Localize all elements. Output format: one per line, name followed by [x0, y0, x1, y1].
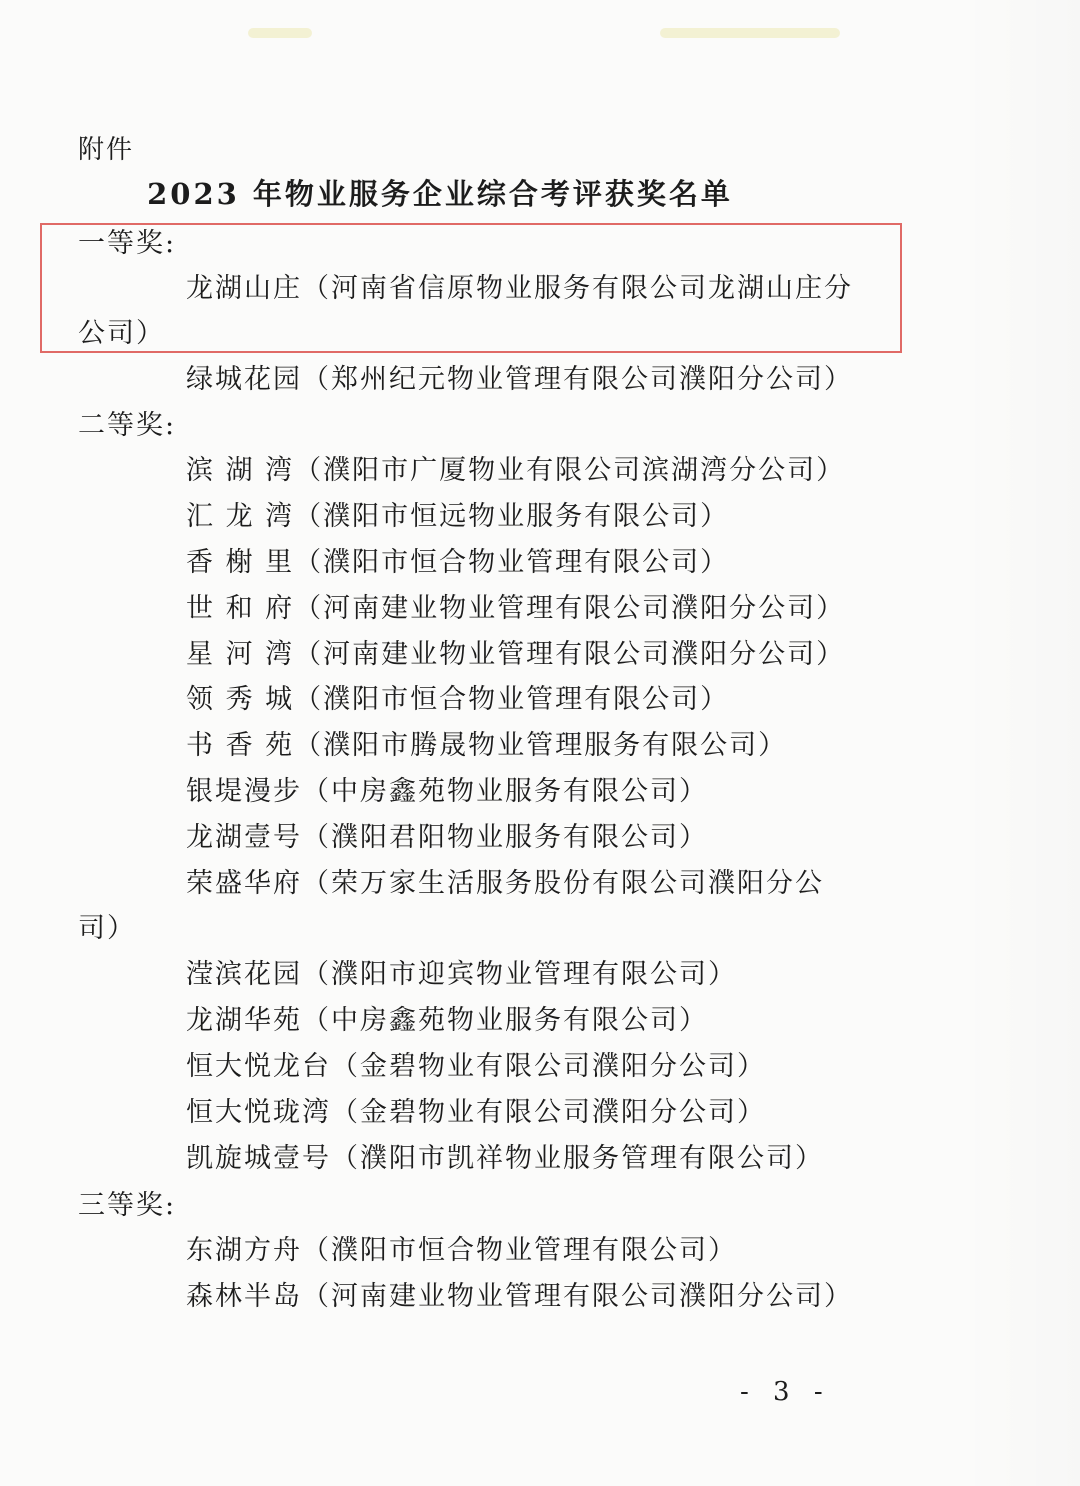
award-entry: 森林半岛（河南建业物业管理有限公司濮阳分公司） [186, 1281, 853, 1312]
attachment-label: 附件 [78, 135, 135, 165]
award-entry: 香 榭 里（濮阳市恒合物业管理有限公司） [186, 547, 730, 578]
award-entry: 星 河 湾（河南建业物业管理有限公司濮阳分公司） [186, 639, 846, 670]
award-entry: 领 秀 城（濮阳市恒合物业管理有限公司） [186, 684, 730, 715]
award-entry: 龙湖华苑（中房鑫苑物业服务有限公司） [186, 1005, 708, 1036]
award-entry: 汇 龙 湾（濮阳市恒远物业服务有限公司） [186, 501, 730, 532]
paper-stain [248, 28, 312, 38]
award-entry: 龙湖壹号（濮阳君阳物业服务有限公司） [186, 822, 708, 853]
award-entry: 荣盛华府（荣万家生活服务股份有限公司濮阳分公 [186, 868, 824, 899]
document-title: 2023 年物业服务企业综合考评获奖名单 [147, 177, 733, 211]
award-entry: 绿城花园（郑州纪元物业管理有限公司濮阳分公司） [186, 364, 853, 395]
page-number: - 3 - [740, 1377, 831, 1407]
award-entry: 滨 湖 湾（濮阳市广厦物业有限公司滨湖湾分公司） [186, 455, 846, 486]
award-entry: 龙湖山庄（河南省信原物业服务有限公司龙湖山庄分 [186, 273, 853, 304]
third-prize-label: 三等奖: [78, 1190, 177, 1221]
page-edge-shadow [960, 0, 1080, 1486]
award-entry: 书 香 苑（濮阳市腾晟物业管理服务有限公司） [186, 730, 788, 761]
award-entry: 凯旋城壹号（濮阳市凯祥物业服务管理有限公司） [186, 1143, 824, 1174]
award-entry: 世 和 府（河南建业物业管理有限公司濮阳分公司） [186, 593, 846, 624]
award-entry-continuation: 公司） [78, 318, 165, 349]
award-entry: 东湖方舟（濮阳市恒合物业管理有限公司） [186, 1235, 737, 1266]
second-prize-label: 二等奖: [78, 410, 177, 441]
award-entry: 滢滨花园（濮阳市迎宾物业管理有限公司） [186, 959, 737, 990]
paper-stain [660, 28, 840, 38]
award-entry: 银堤漫步（中房鑫苑物业服务有限公司） [186, 776, 708, 807]
award-entry: 恒大悦龙台（金碧物业有限公司濮阳分公司） [186, 1051, 766, 1082]
first-prize-label: 一等奖: [78, 228, 177, 259]
award-entry-continuation: 司） [78, 913, 136, 944]
award-entry: 恒大悦珑湾（金碧物业有限公司濮阳分公司） [186, 1097, 766, 1128]
